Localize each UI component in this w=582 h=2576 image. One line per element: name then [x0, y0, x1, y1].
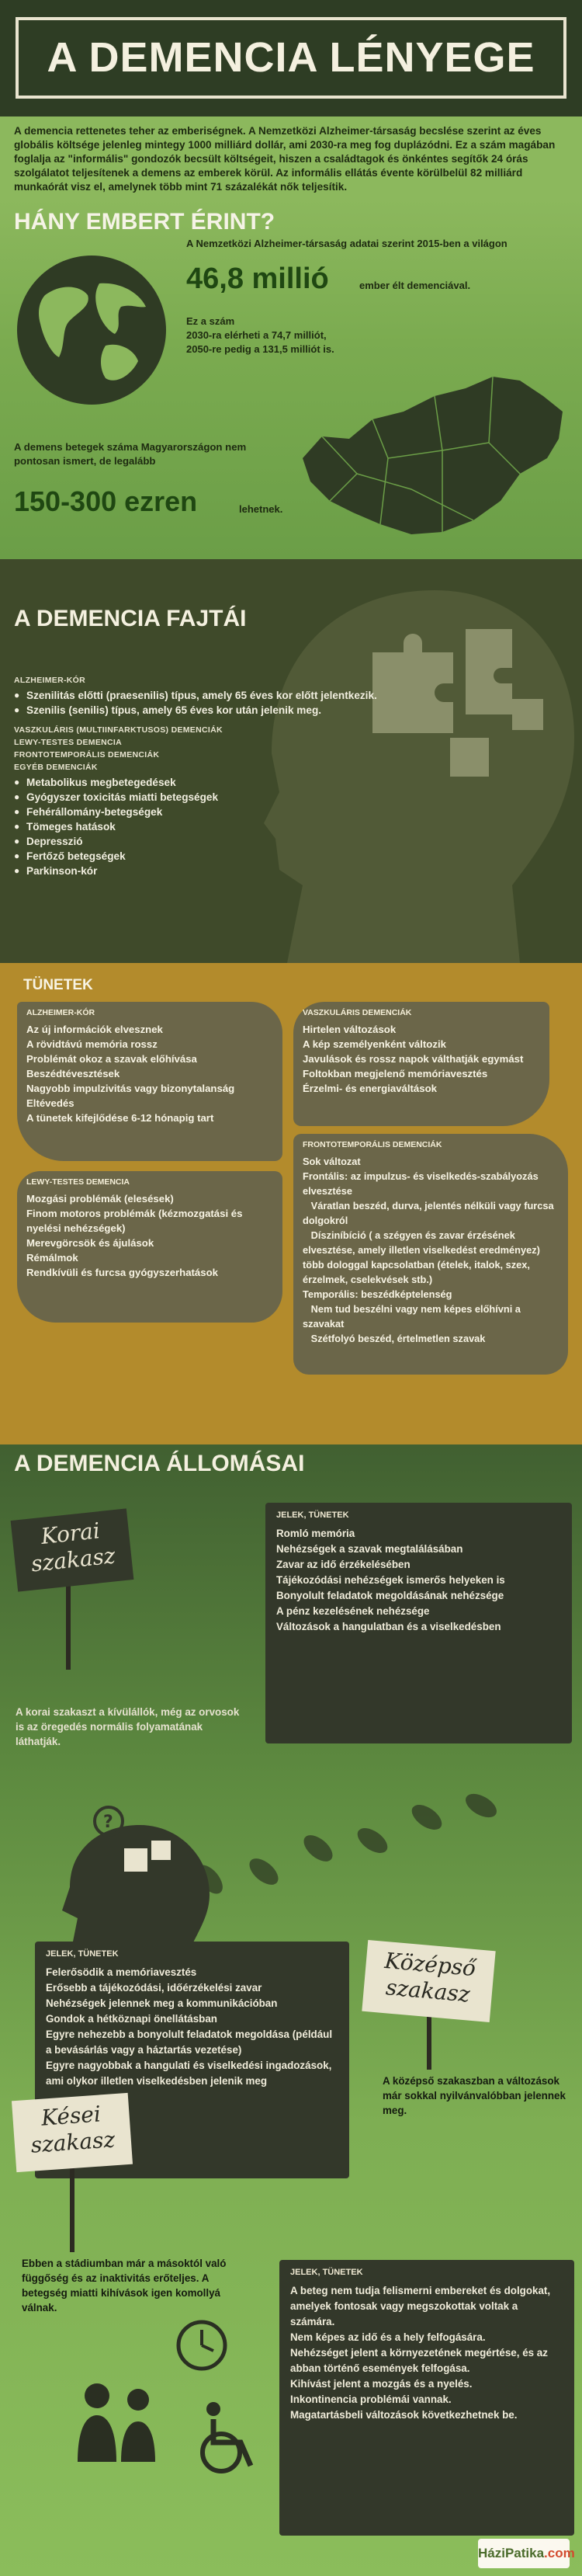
- list-item: ● Metabolikus megbetegedések: [14, 775, 449, 790]
- category-lewy: LEWY-TESTES DEMENCIA: [14, 738, 123, 747]
- category-alzheimer: ALZHEIMER-KÓR: [14, 676, 85, 685]
- card-title: LEWY-TESTES DEMENCIA: [26, 1177, 130, 1187]
- sign-pole: [70, 2159, 74, 2252]
- early-stage-note: A korai szakaszt a kívülállók, még az orvosok is az öregedés normális folyamatának láthatják.: [16, 1706, 240, 1747]
- card-text: Sok változat Frontális: az impulzus- és viselkedés-szabályozás elvesztése Váratlan beszéd, durva, jelentés nélküli vagy furcsa dolgokról Dísziníbíció ( a szégyen és zavar érzésének elvesztése, amely illetlen viselkedést eredményez) több dologgal kapcsolatban (ételek, italok, szex, érzelmek, cselekvések stb.) Temporális: beszédképtelenség Nem tud beszélni vagy nem képes előhívni a szavakat Szétfolyó beszéd, értelmetlen szavak: [303, 1156, 554, 1344]
- category-frontotemporal: FRONTOTEMPORÁLIS DEMENCIÁK: [14, 750, 160, 760]
- brand-logo[interactable]: [478, 2539, 575, 2568]
- late-stage-sign: Kései szakasz: [12, 2093, 133, 2172]
- intro-text: A demencia rettenetes teher az emberiségnek. A Nemzetközi Alzheimer-társaság becslése szerint az éves globális költsége jelenleg mintegy 1000 milliárd dollár, ami 2030-ra meg fog duplázódni. Ez a szám magában foglalja az "informális" gondozók becsült költségeit, hiszen a családtagok és önkéntes segítők 24 órás szolgálatot teljesítenek a demens az emberek körül. Az informális ellátás évente körülbelül 82 milliárd munkaórát visz el, amelynek több mint 71 százalékát nők teljesítik.: [14, 125, 556, 193]
- early-stage-panel: [265, 1503, 572, 1743]
- stages-heading: A DEMENCIA ÁLLOMÁSAI: [14, 1451, 305, 1476]
- list-item: ● Szenilis (senilis) típus, amely 65 éves kor után jelenik meg.: [14, 703, 449, 718]
- other-types: [14, 775, 449, 878]
- stages-section: [0, 1444, 582, 2576]
- card-text: Hirtelen változások A kép személyenként változik Javulások és rossz napok válthatják egymást Foltokban megjelenő memóriavesztés Érzelmi- és energiaváltások: [303, 1024, 524, 1094]
- list-item: ● Gyógyszer toxicitás miatti betegségek: [14, 790, 449, 805]
- people-icon: [70, 2376, 163, 2462]
- hungary-count: 150-300 ezren: [14, 485, 198, 517]
- panel-text: Felerősödik a memóriavesztés Erősebb a tájékozódási, időérzékelési zavar Nehézségek jelennek meg a kommunikációban Gondok a hétköznapi önellátásban Egyre nehezebb a bonyolult feladatok megoldása (például a bevásárlás vagy a háztartás vezetése) Egyre nagyobbak a hangulati és viselkedési ingadozások, ami olykor illetlen viselkedésben jelenik meg: [46, 1966, 333, 2087]
- page-title: A DEMENCIA LÉNYEGE: [16, 17, 566, 99]
- types-list: [14, 668, 449, 878]
- svg-text:?: ?: [103, 1813, 113, 1832]
- middle-stage-sign: Középső szakasz: [362, 1940, 495, 2022]
- symptom-card-lewy: [17, 1171, 282, 1323]
- panel-title: JELEK, TÜNETEK: [46, 1949, 119, 1959]
- intro-section: [0, 116, 582, 198]
- head-question-icon: [54, 1802, 225, 1957]
- sign-pole: [66, 1577, 71, 1670]
- list-item: ● Tömeges hatások: [14, 819, 449, 834]
- types-section: [0, 559, 582, 963]
- late-stage-note: Ebben a stádiumban már a másoktól való függőség és az inaktivitás erőteljes. A betegség miatti kihívások igen komollyá válnak.: [22, 2258, 227, 2314]
- card-title: VASZKULÁRIS DEMENCIÁK: [303, 1008, 412, 1017]
- symptoms-section: [0, 963, 582, 1444]
- late-stage-panel: [279, 2260, 574, 2536]
- hungary-map-icon: [287, 365, 574, 551]
- logo-name: HáziPatika: [478, 2546, 545, 2560]
- reach-section: [0, 198, 582, 559]
- alzheimer-types: [14, 688, 449, 718]
- logo-suffix: .com: [544, 2546, 575, 2560]
- category-vascular: VASZKULÁRIS (MULTIINFARKTUSOS) DEMENCIÁK: [14, 725, 223, 735]
- panel-text: Romló memória Nehézségek a szavak megtalálásában Zavar az idő érzékelésében Tájékozódási nehézségek ismerős helyeken is Bonyolult feladatok megoldásának nehézsége A pénz kezelésének nehézsége Változások a hangulatban és a viselkedésben: [276, 1528, 505, 1632]
- panel-text: A beteg nem tudja felismerni embereket és dolgokat, amelyek fontosak vagy megszokottak voltak a számára. Nem képes az idő és a hely felfogására. Nehézséget jelent a környezetének megértése, és az abban történő események felfogása. Kihívást jelent a mozgás és a nyelés. Inkontinencia problémái vannak. Magatartásbeli változások következhetnek be.: [290, 2285, 551, 2421]
- list-item: ● Fehérállomány-betegségek: [14, 805, 449, 819]
- types-heading: A DEMENCIA FAJTÁI: [14, 606, 247, 631]
- clock-icon: [175, 2318, 229, 2373]
- card-title: FRONTOTEMPORÁLIS DEMENCIÁK: [303, 1140, 442, 1149]
- list-item: ● Depresszió: [14, 834, 449, 849]
- category-other: EGYÉB DEMENCIÁK: [14, 763, 98, 772]
- symptom-card-frontotemporal: [293, 1134, 568, 1375]
- wheelchair-icon: [190, 2400, 268, 2477]
- world-count-suffix: ember élt demenciával.: [359, 280, 471, 291]
- card-title: ALZHEIMER-KÓR: [26, 1008, 95, 1017]
- card-text: Az új információk elvesznek A rövidtávú memória rossz Problémát okoz a szavak előhívása Beszédtévesztések Nagyobb impulzivitás vagy bizonytalanság Eltévedés A tünetek kifejlődése 6-12 hónapig tart: [26, 1024, 235, 1124]
- panel-title: JELEK, TÜNETEK: [276, 1510, 349, 1520]
- early-stage-sign: Korai szakasz: [11, 1508, 134, 1591]
- panel-title: JELEK, TÜNETEK: [290, 2268, 363, 2277]
- symptom-card-vascular: [293, 1002, 549, 1126]
- symptoms-heading: TÜNETEK: [23, 977, 93, 993]
- card-text: Mozgási problémák (elesések) Finom motoros problémák (kézmozgatási és nyelési nehézségek) Merevgörcsök és ájulások Rémálmok Rendkívüli és furcsa gyógyszerhatások: [26, 1193, 243, 1278]
- middle-stage-note: A középső szakaszban a változások már sokkal nyilvánvalóbban jelennek meg.: [383, 2075, 566, 2116]
- reach-heading: HÁNY EMBERT ÉRINT?: [14, 209, 275, 235]
- hungary-count-suffix: lehetnek.: [239, 503, 283, 515]
- hungary-text: A demens betegek száma Magyarországon nem pontosan ismert, de legalább: [14, 441, 247, 467]
- header: [0, 0, 582, 116]
- world-intro: A Nemzetközi Alzheimer-társaság adatai szerint 2015-ben a világon: [186, 238, 508, 249]
- globe-icon: [14, 252, 169, 408]
- list-item: ● Parkinson-kór: [14, 864, 449, 878]
- symptom-card-alzheimer: [17, 1002, 282, 1161]
- world-count: 46,8 millió: [186, 262, 329, 295]
- list-item: ● Fertőző betegségek: [14, 849, 449, 864]
- list-item: ● Szenilitás előtti (praesenilis) típus, amely 65 éves kor előtt jelentkezik.: [14, 688, 449, 703]
- forecast-text: Ez a szám 2030-ra elérheti a 74,7 milliót, 2050-re pedig a 131,5 milliót is.: [186, 315, 334, 355]
